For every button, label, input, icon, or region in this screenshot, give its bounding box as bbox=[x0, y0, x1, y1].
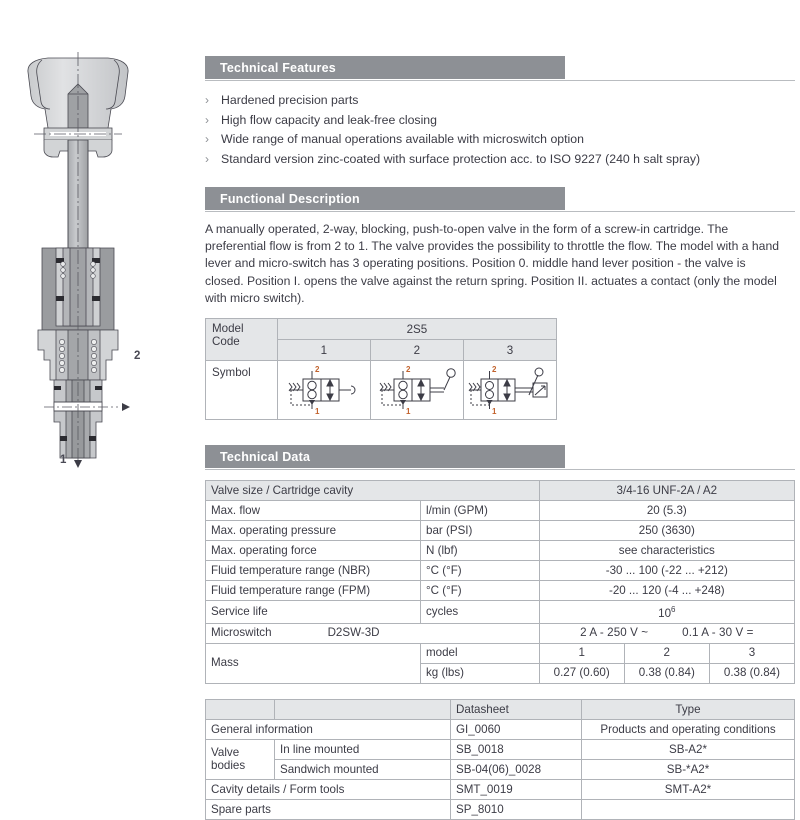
chevron-right-icon: › bbox=[205, 112, 209, 127]
chevron-right-icon: › bbox=[205, 132, 209, 146]
mass-unit-kg: kg (lbs) bbox=[421, 663, 540, 683]
row-datasheet: SB-04(06)_0028 bbox=[451, 759, 582, 779]
section-technical-features bbox=[205, 56, 797, 168]
row-unit: °C (°F) bbox=[421, 561, 540, 581]
list-item bbox=[205, 111, 797, 130]
svg-text:2: 2 bbox=[405, 365, 411, 375]
technical-features-header-bar bbox=[205, 56, 565, 79]
row-type: SMT-A2* bbox=[582, 779, 795, 799]
microswitch-ac-rating: 2 A - 250 V ~ bbox=[580, 626, 649, 640]
valve-drawing-svg bbox=[8, 50, 188, 480]
variant-2-header: 2 bbox=[370, 340, 463, 361]
technical-data-title: Technical Data bbox=[220, 449, 311, 464]
svg-text:1: 1 bbox=[491, 407, 497, 417]
table-row bbox=[206, 521, 795, 541]
chevron-right-icon: › bbox=[205, 93, 209, 107]
service-life-label: Service life bbox=[206, 601, 421, 624]
microswitch-ratings bbox=[539, 623, 794, 643]
table-row bbox=[206, 319, 557, 340]
functional-description-title: Functional Description bbox=[220, 191, 360, 206]
mass-value-3: 0.38 (0.84) bbox=[709, 663, 794, 683]
list-item bbox=[205, 91, 797, 110]
section-technical-data bbox=[205, 445, 797, 820]
row-unit: °C (°F) bbox=[421, 581, 540, 601]
mass-value-2: 0.38 (0.84) bbox=[624, 663, 709, 683]
valve-cross-section-drawing bbox=[8, 50, 188, 480]
datasheet-blank-header bbox=[206, 699, 275, 719]
microswitch-cell bbox=[206, 623, 540, 643]
row-name: Fluid temperature range (FPM) bbox=[206, 581, 421, 601]
bullet-text: Hardened precision parts bbox=[221, 93, 359, 107]
row-sub: Sandwich mounted bbox=[275, 759, 451, 779]
chevron-right-icon: › bbox=[205, 151, 209, 166]
table-row bbox=[206, 719, 795, 739]
microswitch-label: Microswitch bbox=[211, 626, 272, 640]
hydraulic-symbol-variant-1 bbox=[277, 361, 370, 420]
type-column-header: Type bbox=[582, 699, 795, 719]
table-row bbox=[206, 779, 795, 799]
row-name: Spare parts bbox=[206, 799, 451, 819]
valve-size-value: 3/4-16 UNF-2A / A2 bbox=[539, 481, 794, 501]
service-life-unit: cycles bbox=[421, 601, 540, 624]
port-2-callout: 2 bbox=[134, 350, 141, 362]
technical-features-list bbox=[205, 91, 797, 168]
row-datasheet: GI_0060 bbox=[451, 719, 582, 739]
row-name: Max. flow bbox=[206, 501, 421, 521]
table-row bbox=[206, 581, 795, 601]
mass-model-3: 3 bbox=[709, 643, 794, 663]
row-type: SB-A2* bbox=[582, 739, 795, 759]
row-type: Products and operating conditions bbox=[582, 719, 795, 739]
series-code-cell: 2S5 bbox=[277, 319, 556, 340]
mass-model-2: 2 bbox=[624, 643, 709, 663]
service-life-base: 10 bbox=[658, 606, 672, 620]
row-value: -30 ... 100 (-22 ... +212) bbox=[539, 561, 794, 581]
row-sub: In line mounted bbox=[275, 739, 451, 759]
row-datasheet: SP_8010 bbox=[451, 799, 582, 819]
svg-text:1: 1 bbox=[405, 407, 411, 417]
row-value: 20 (5.3) bbox=[539, 501, 794, 521]
row-unit: N (lbf) bbox=[421, 541, 540, 561]
bullet-text: Standard version zinc-coated with surface protection acc. to ISO 9227 (240 h salt spray) bbox=[221, 151, 701, 166]
table-row bbox=[206, 799, 795, 819]
functional-description-header-bar bbox=[205, 187, 565, 210]
bullet-text: Wide range of manual operations available with microswitch option bbox=[221, 132, 584, 146]
valve-size-label: Valve size / Cartridge cavity bbox=[206, 481, 540, 501]
technical-data-header-bar bbox=[205, 445, 565, 468]
row-datasheet: SMT_0019 bbox=[451, 779, 582, 799]
symbol-3-icon bbox=[467, 363, 553, 417]
row-value: see characteristics bbox=[539, 541, 794, 561]
table-row bbox=[206, 759, 795, 779]
mass-label: Mass bbox=[206, 643, 421, 683]
content-column bbox=[205, 56, 797, 820]
table-row bbox=[206, 501, 795, 521]
table-row bbox=[206, 623, 795, 643]
bullet-text: High flow capacity and leak-free closing bbox=[221, 112, 437, 127]
svg-text:1: 1 bbox=[314, 407, 320, 417]
list-item bbox=[205, 150, 797, 169]
microswitch-code: D2SW-3D bbox=[327, 626, 380, 640]
mass-unit-model: model bbox=[421, 643, 540, 663]
microswitch-dc-rating: 0.1 A - 30 V = bbox=[682, 626, 754, 640]
svg-text:2: 2 bbox=[491, 365, 497, 375]
symbol-1-icon bbox=[281, 363, 367, 417]
table-row bbox=[206, 601, 795, 624]
service-life-exponent: 6 bbox=[671, 605, 676, 615]
datasheet-reference-table bbox=[205, 699, 795, 820]
table-row bbox=[206, 361, 557, 420]
hydraulic-symbol-variant-2 bbox=[370, 361, 463, 420]
functional-description-paragraph: A manually operated, 2-way, blocking, push-to-open valve in the form of a screw-in cartridge. The preferential flow is from 2 to 1. The valve provides the possibility to throttle the flow. The model with a hand lever and micro-switch has 3 operating positions. Position 0. middle hand lever position - the valve is closed. Position I. opens the valve against the return spring. Position II. actuates a contact (only the model with micro switch). bbox=[205, 222, 780, 305]
header-rule bbox=[205, 80, 795, 82]
hydraulic-symbol-variant-3 bbox=[463, 361, 556, 420]
row-unit: l/min (GPM) bbox=[421, 501, 540, 521]
technical-data-table bbox=[205, 480, 795, 684]
table-row bbox=[206, 643, 795, 663]
technical-features-title: Technical Features bbox=[220, 60, 336, 75]
mass-value-1: 0.27 (0.60) bbox=[539, 663, 624, 683]
table-row bbox=[206, 699, 795, 719]
datasheet-blank-header-2 bbox=[275, 699, 451, 719]
symbol-2-icon bbox=[374, 363, 460, 417]
mass-model-1: 1 bbox=[539, 643, 624, 663]
variant-1-header: 1 bbox=[277, 340, 370, 361]
table-row bbox=[206, 481, 795, 501]
model-code-label: Model Code bbox=[206, 319, 278, 361]
table-row bbox=[206, 541, 795, 561]
header-rule bbox=[205, 211, 795, 213]
symbol-label: Symbol bbox=[206, 361, 278, 420]
datasheet-column-header: Datasheet bbox=[451, 699, 582, 719]
row-type bbox=[582, 799, 795, 819]
port-1-callout: 1 bbox=[60, 454, 67, 466]
variant-3-header: 3 bbox=[463, 340, 556, 361]
row-unit: bar (PSI) bbox=[421, 521, 540, 541]
svg-text:2: 2 bbox=[314, 365, 320, 375]
service-life-value bbox=[539, 601, 794, 624]
row-value: 250 (3630) bbox=[539, 521, 794, 541]
row-name: General information bbox=[206, 719, 451, 739]
row-datasheet: SB_0018 bbox=[451, 739, 582, 759]
row-name: Max. operating force bbox=[206, 541, 421, 561]
row-value: -20 ... 120 (-4 ... +248) bbox=[539, 581, 794, 601]
model-code-table bbox=[205, 318, 557, 420]
table-row bbox=[206, 561, 795, 581]
row-name: Cavity details / Form tools bbox=[206, 779, 451, 799]
row-name: Max. operating pressure bbox=[206, 521, 421, 541]
valve-bodies-label: Valve bodies bbox=[206, 739, 275, 779]
section-functional-description bbox=[205, 187, 797, 420]
row-type: SB-*A2* bbox=[582, 759, 795, 779]
table-row bbox=[206, 739, 795, 759]
row-name: Fluid temperature range (NBR) bbox=[206, 561, 421, 581]
list-item bbox=[205, 130, 797, 149]
header-rule bbox=[205, 469, 795, 471]
